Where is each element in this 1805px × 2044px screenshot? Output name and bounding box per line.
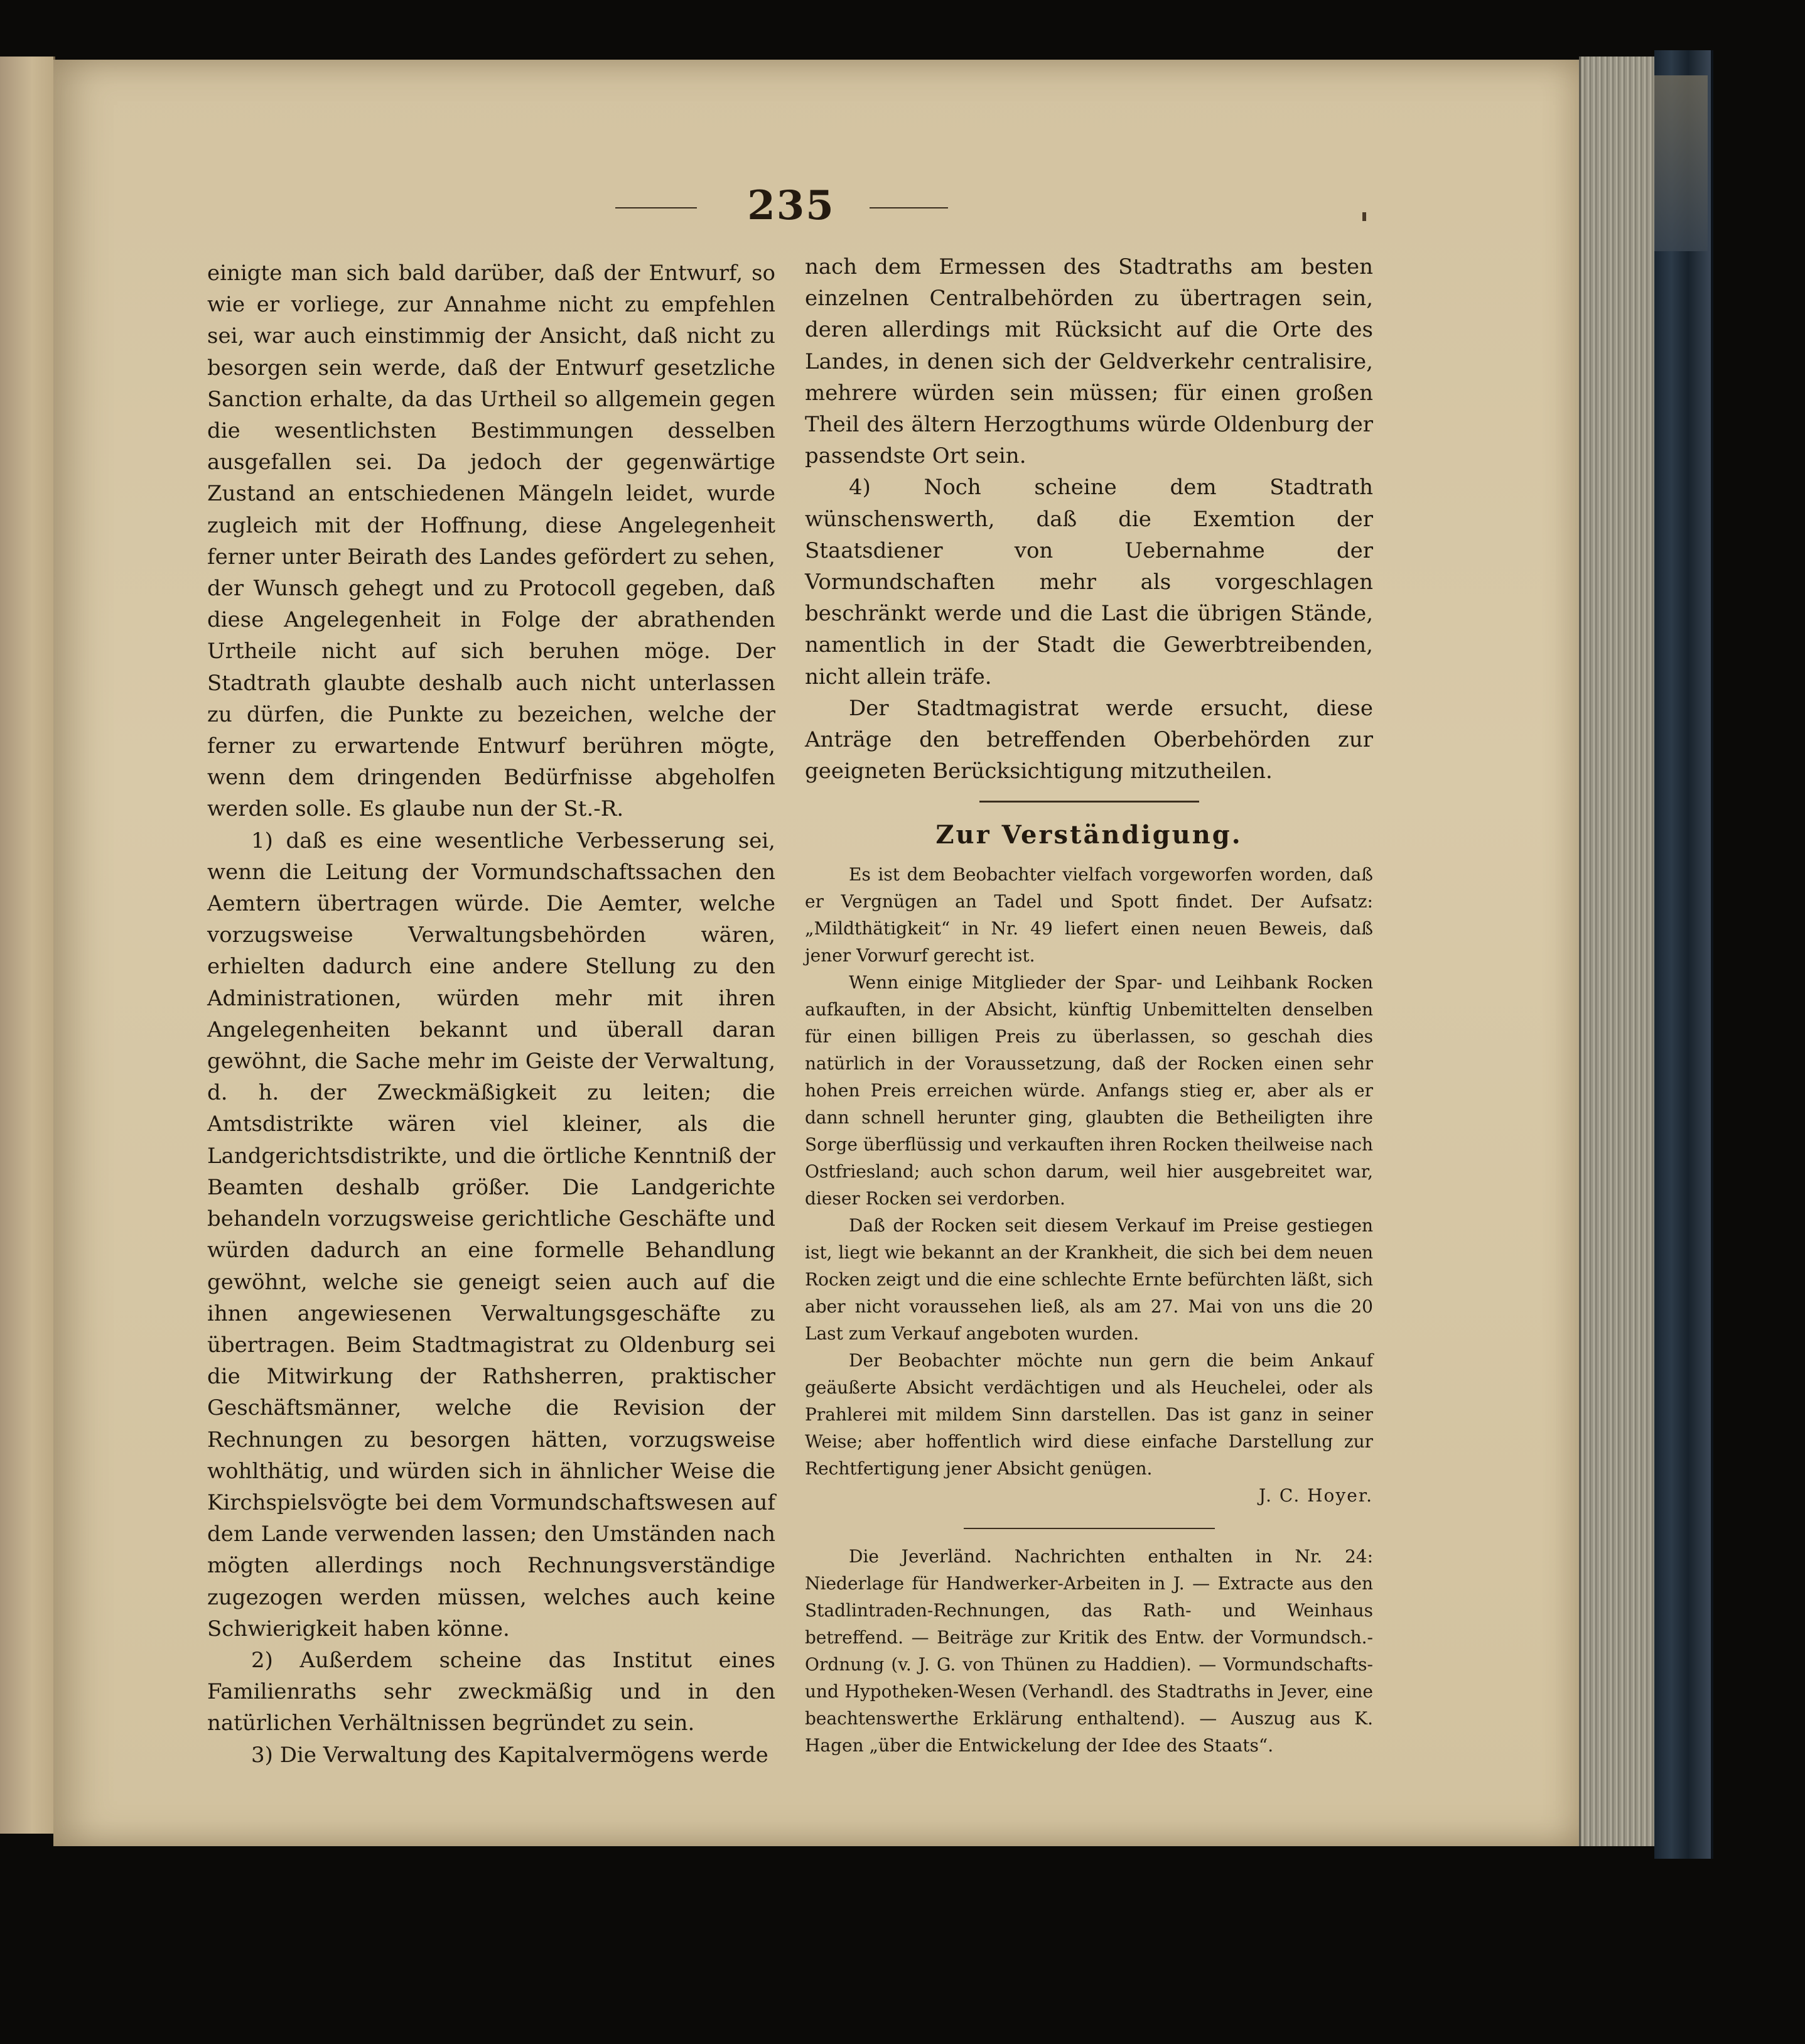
- left-column: [207, 257, 775, 1771]
- paragraph: Der Beobachter möchte nun gern die beim Ankauf geäußerte Absicht verdächtigen und als Heuchelei, oder als Prahlerei mit mildem Sinn darstellen. Das ist ganz in seiner Weise; aber hoffentlich wird diese einfache Darstellung zur Rechtfertigung jener Absicht genügen.: [805, 1350, 1373, 1479]
- paragraph: 1) daß es eine wesentliche Verbesserung sei, wenn die Leitung der Vormundschaftssachen den Aemtern übertragen würde. Die Aemter, welche vorzugsweise Verwaltungsbehörden wären, erhielten dadurch eine andere Stellung zu den Administrationen, würden mehr mit ihren Angelegenheiten bekannt und überall daran gewöhnt, die Sache mehr im Geiste der Verwaltung, d. h. der Zweckmäßigkeit zu leiten; die Amtsdistrikte wären viel kleiner, als die Landgerichtsdistrikte, und die örtliche Kenntniß der Beamten deshalb größer. Die Landgerichte behandeln vorzugsweise gerichtliche Geschäfte und würden dadurch an eine formelle Behandlung gewöhnt, welche sie geneigt seien auch auf die ihnen angewiesenen Verwaltungsgeschäfte zu übertragen. Beim Stadtmagistrat zu Oldenburg sei die Mitwirkung der Rathsherren, praktischer Geschäftsmänner, welche die Revision der Rechnungen zu besorgen hätten, vorzugsweise wohlthätig, und würden sich in ähnlicher Weise die Kirchspielsvögte bei dem Vormundschaftswesen auf dem Lande verwenden lassen; den Umständen nach mögten allerdings noch Rechnungsverständige zugezogen werden müssen, welches auch keine Schwierigkeit haben könne.: [207, 828, 775, 1641]
- paragraph: einigte man sich bald darüber, daß der Entwurf, so wie er vorliege, zur Annahme nicht zu empfehlen sei, war auch einstimmig der Ansicht, daß nicht zu besorgen sein werde, daß der Entwurf gesetzliche Sanction erhalte, da das Urtheil so allgemein gegen die wesentlichsten Bestimmungen desselben ausgefallen sei. Da jedoch der gegenwärtige Zustand an entschiedenen Mängeln leidet, wurde zugleich mit der Hoffnung, diese Angelegenheit ferner unter Beirath des Landes gefördert zu sehen, der Wunsch gehegt und zu Protocoll gegeben, daß diese Angelegenheit in Folge der abrathenden Urtheile nicht auf sich beruhen möge. Der Stadtrath glaubte deshalb auch nicht unterlassen zu dürfen, die Punkte zu bezeichen, welche der ferner zu erwartende Entwurf berühren mögte, wenn dem dringenden Bedürfnisse abgeholfen werden solle. Es glaube nun der St.-R.: [207, 261, 775, 822]
- page-number: 235: [747, 182, 835, 229]
- cover-wear: [1654, 75, 1708, 251]
- header-rule-left: [615, 207, 697, 208]
- right-column: [805, 251, 1373, 1759]
- ink-mark: [1362, 212, 1366, 221]
- signature: J. C. Hoyer.: [1259, 1485, 1373, 1506]
- article-title: Zur Verständigung.: [935, 820, 1242, 850]
- paragraph: Der Stadtmagistrat werde ersucht, diese Anträge den betreffenden Oberbehörden zur geeigneten Berücksichtigung mitzutheilen.: [805, 695, 1373, 784]
- page-block-edges: [1579, 57, 1656, 1846]
- section-separator: [979, 801, 1199, 803]
- paragraph: Es ist dem Beobachter vielfach vorgeworfen worden, daß er Vergnügen an Tadel und Spott findet. Der Aufsatz: „Mildthätigkeit“ in Nr. 49 liefert einen neuen Beweis, daß jener Vorwurf gerecht ist.: [805, 864, 1373, 966]
- paragraph: nach dem Ermessen des Stadtraths am besten einzelnen Centralbehörden zu übertragen sein, deren allerdings mit Rücksicht auf die Orte des Landes, in denen sich der Geldverkehr centralisire, mehrere würden sein müssen; für einen großen Theil des ältern Herzogthums würde Oldenburg der passendste Ort sein.: [805, 254, 1373, 469]
- notice-separator: [964, 1528, 1215, 1529]
- page-header: [615, 182, 967, 232]
- paragraph: 4) Noch scheine dem Stadtrath wünschenswerth, daß die Exemtion der Staatsdiener von Uebernahme der Vormundschaften mehr als vorgeschlagen beschränkt werde und die Last die übrigen Stände, namentlich in der Stadt die Gewerbtreibenden, nicht allein träfe.: [805, 475, 1373, 689]
- paragraph: 3) Die Verwaltung des Kapitalvermögens werde: [251, 1742, 768, 1768]
- paragraph: 2) Außerdem scheine das Institut eines Familienraths sehr zweckmäßig und in den natürlichen Verhältnissen begründet zu sein.: [207, 1647, 775, 1736]
- paragraph: Daß der Rocken seit diesem Verkauf im Preise gestiegen ist, liegt wie bekannt an der Krankheit, die sich bei dem neuen Rocken zeigt und die eine schlechte Ernte befürchten läßt, sich aber nicht voraussehen ließ, als am 27. Mai von uns die 20 Last zum Verkauf angeboten wurden.: [805, 1215, 1373, 1344]
- notice: Die Jeverländ. Nachrichten enthalten in Nr. 24: Niederlage für Handwerker-Arbeiten in J. — Extracte aus den Stadlintraden-Rechnungen, das Rath- und Weinhaus betreffend. — Beiträge zur Kritik des Entw. der Vormundsch.-Ordnung (v. J. G. von Thünen zu Haddien). — Vormundschafts- und Hypotheken-Wesen (Verhandl. des Stadtraths in Jever, eine beachtenswerthe Erklärung enthaltend). — Auszug aus K. Hagen „über die Entwickelung der Idee des Staats“.: [805, 1546, 1373, 1756]
- paragraph: Wenn einige Mitglieder der Spar- und Leihbank Rocken aufkauften, in der Absicht, künftig Unbemittelten denselben für einen billigen Preis zu überlassen, so geschah dies natürlich in der Voraussetzung, daß der Rocken einen sehr hohen Preis erreichen würde. Anfangs stieg er, aber als er dann schnell herunter ging, glaubten die Betheiligten ihre Sorge überflüssig und verkauften ihren Rocken theilweise nach Ostfriesland; auch schon darum, weil hier ausgebreitet war, dieser Rocken sei verdorben.: [805, 972, 1373, 1209]
- book-cover: [1654, 50, 1713, 1859]
- facing-page-edge: [0, 57, 55, 1834]
- header-rule-right: [870, 207, 948, 208]
